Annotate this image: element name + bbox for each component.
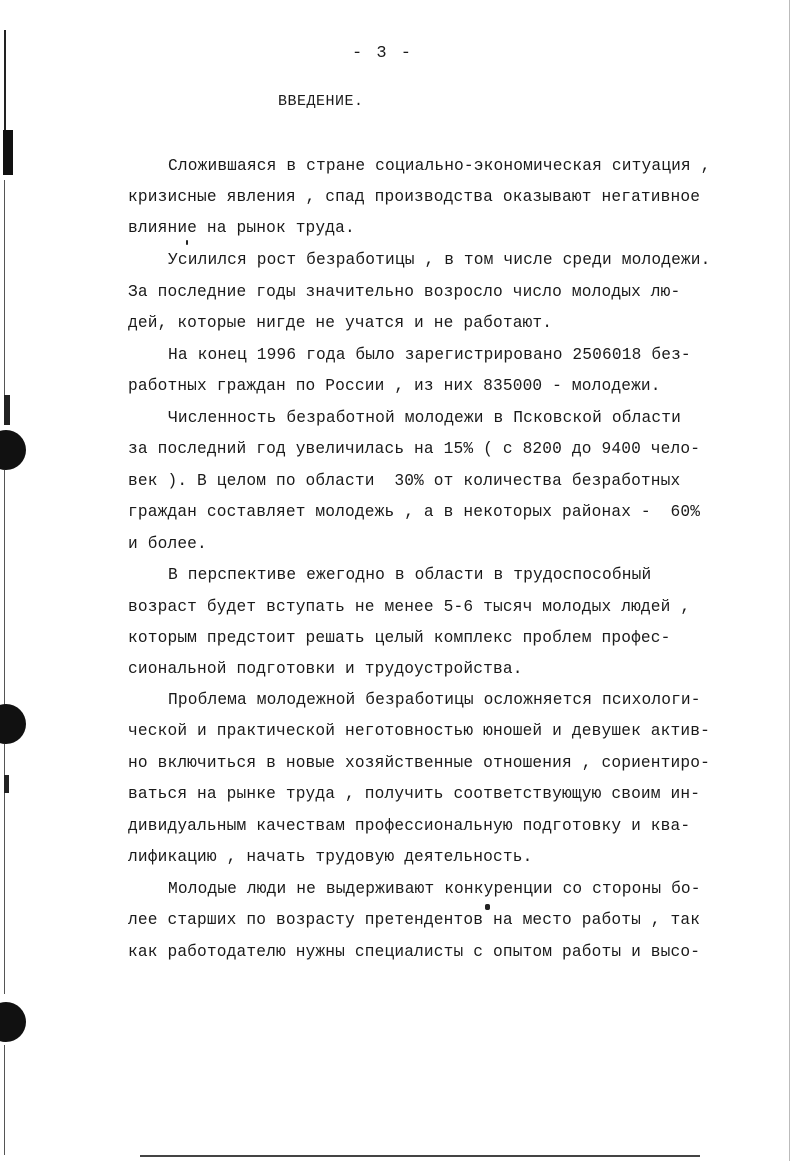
text-line: влияние на рынок труда. — [128, 219, 355, 237]
ink-speck — [186, 240, 188, 245]
punch-hole — [0, 430, 26, 470]
text-line: кризисные явления , спад производства оказывают негативное — [128, 188, 701, 206]
text-line: возраст будет вступать не менее 5-6 тысяч молодых людей , — [128, 598, 691, 616]
text-line: за последний год увеличилась на 15% ( с 8200 до 9400 чело- — [128, 440, 701, 458]
text-line: лификацию , начать трудовую деятельность. — [128, 848, 533, 866]
text-line: сиональной подготовки и трудоустройства. — [128, 660, 523, 678]
edge-mark — [4, 470, 5, 710]
text-line: За последние годы значительно возросло число молодых лю- — [128, 283, 681, 301]
text-line: ческой и практической неготовностью юношей и девушек актив- — [128, 722, 710, 740]
text-line: Сложившаяся в стране социально-экономическая ситуация , — [168, 157, 711, 175]
page-number: - 3 - — [352, 44, 414, 63]
text-line: дей, которые нигде не учатся и не работают. — [128, 314, 553, 332]
punch-hole — [0, 704, 26, 744]
edge-mark — [4, 775, 9, 793]
text-line: граждан составляет молодежь , а в некоторых районах - 60% — [128, 503, 701, 521]
text-line: ваться на рынке труда , получить соответствующую своим ин- — [128, 785, 701, 803]
text-line: Проблема молодежной безработицы осложняется психологи- — [168, 691, 701, 709]
binder-edge — [0, 0, 22, 1161]
punch-hole — [0, 1002, 26, 1042]
text-line: как работодателю нужны специалисты с опытом работы и высо- — [128, 943, 701, 961]
text-line: Усилился рост безработицы , в том числе среди молодежи. — [168, 251, 711, 269]
edge-mark — [4, 180, 5, 400]
edge-mark — [4, 395, 10, 425]
right-edge — [789, 0, 790, 1161]
text-line: которым предстоит решать целый комплекс проблем профес- — [128, 629, 671, 647]
text-line: дивидуальным качествам профессиональную подготовку и ква- — [128, 817, 691, 835]
text-line: но включиться в новые хозяйственные отношения , сориентиро- — [128, 754, 710, 772]
edge-mark — [3, 130, 13, 175]
bottom-edge — [140, 1155, 700, 1157]
text-line: лее старших по возрасту претендентов на место работы , так — [128, 911, 701, 929]
text-line: Молодые люди не выдерживают конкуренции со стороны бо- — [168, 880, 701, 898]
text-line: и более. — [128, 535, 207, 553]
section-heading: ВВЕДЕНИЕ. — [278, 93, 364, 110]
edge-mark — [4, 1045, 5, 1155]
text-line: В перспективе ежегодно в области в трудоспособный — [168, 566, 652, 584]
text-line: Численность безработной молодежи в Псковской области — [168, 409, 681, 427]
text-line: На конец 1996 года было зарегистрировано 2506018 без- — [168, 346, 691, 364]
text-line: век ). В целом по области 30% от количества безработных — [128, 472, 681, 490]
text-line: работных граждан по России , из них 835000 - молодежи. — [128, 377, 661, 395]
